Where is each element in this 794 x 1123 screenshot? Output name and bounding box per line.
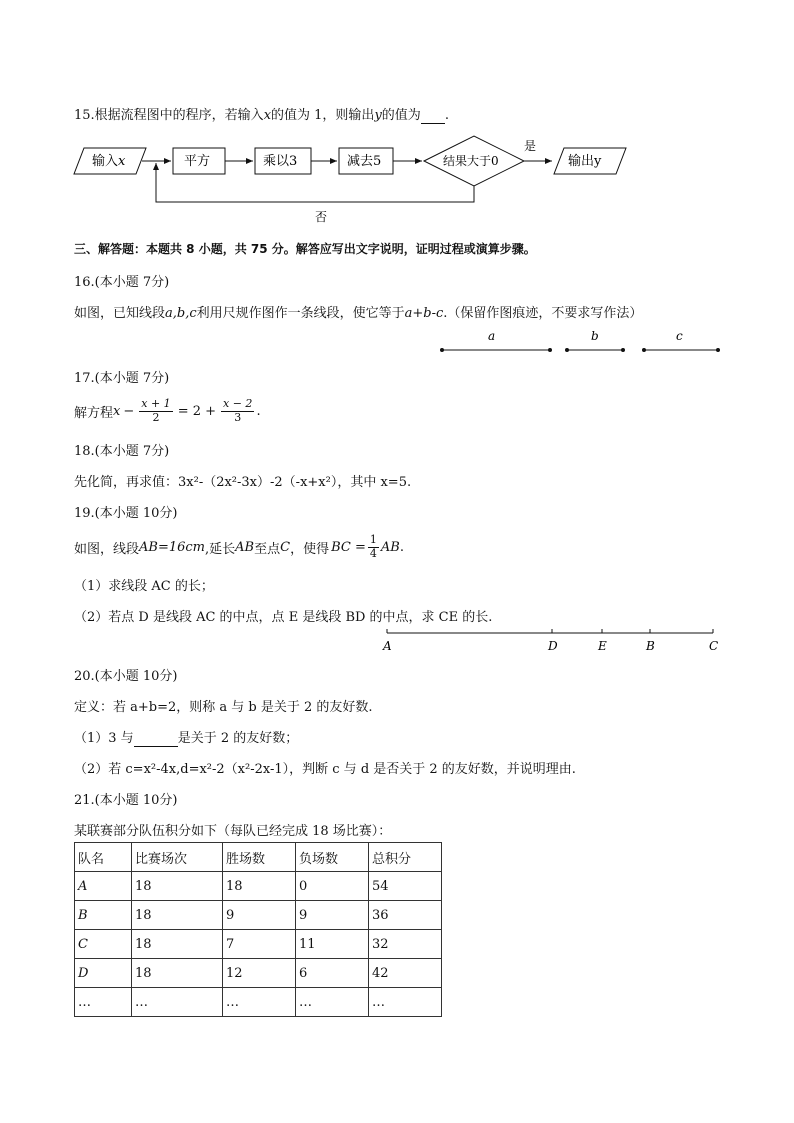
flow-input-label: 输入x [92, 154, 126, 169]
q15-prefix: 15.根据流程图中的程序，若输入 [74, 108, 264, 123]
q18-text: 先化简，再求值：3x²-（2x²-3x）-2（-x+x²），其中 x=5. [74, 475, 412, 490]
q16-segments [436, 324, 726, 358]
table-cell: 18 [132, 872, 223, 901]
q17-end: . [256, 403, 261, 419]
q20-definition: 定义：若 a+b=2，则称 a 与 b 是关于 2 的友好数. [74, 700, 373, 715]
q19-text [74, 530, 404, 564]
table-cell: 18 [132, 930, 223, 959]
table-cell: 54 [369, 872, 442, 901]
table-row [75, 930, 442, 959]
segment-a-label: a [488, 329, 496, 343]
table-cell: … [132, 988, 223, 1017]
q16-text [74, 302, 642, 321]
table-row [75, 872, 442, 901]
table-cell: 7 [223, 930, 296, 959]
segment-c-label: c [676, 329, 683, 343]
table-cell: 36 [369, 901, 442, 930]
table-cell: D [75, 959, 132, 988]
table-cell: 18 [132, 959, 223, 988]
q19-text-d: ，使得 [290, 541, 330, 557]
q16-vars: a,b,c [165, 306, 197, 321]
table-header-cell: 总积分 [369, 843, 442, 872]
flow-step-subtract-label: 减去5 [347, 154, 382, 169]
answer-blank [421, 108, 445, 124]
q21-intro: 某联赛部分队伍积分如下（每队已经完成 18 场比赛）： [74, 824, 392, 839]
table-header-cell: 负场数 [296, 843, 369, 872]
table-cell: 12 [223, 959, 296, 988]
q19-text-a: 如图，线段 [74, 541, 140, 557]
q17-lead: 解方程 [74, 405, 114, 421]
table-cell: 18 [223, 872, 296, 901]
flow-step-square-label: 平方 [184, 154, 211, 169]
q16-text-a: 如图，已知线段 [74, 306, 166, 321]
flow-yes-label: 是 [524, 139, 537, 153]
flow-output-label: 输出y [568, 154, 602, 169]
flow-decision-label: 结果大于0 [443, 154, 499, 168]
q19-c: C [280, 539, 291, 555]
table-cell: … [75, 988, 132, 1017]
q20-part1-a: （1）3 与 [74, 731, 134, 746]
q15-var-x: x [263, 108, 272, 123]
table-row [75, 901, 442, 930]
q19-text-c: 至点 [254, 541, 281, 557]
table-row [75, 988, 442, 1017]
table-cell: 6 [296, 959, 369, 988]
q18-header: 18.(本小题 7分) [74, 444, 170, 459]
table-header-cell: 胜场数 [223, 843, 296, 872]
q17-eq: = 2 + [177, 403, 217, 419]
point-e-label: E [598, 639, 607, 653]
answer-blank [134, 731, 178, 747]
point-c-label: C [709, 639, 719, 653]
q20-header: 20.(本小题 10分) [74, 669, 178, 684]
q15-mid: 的值为 1，则输出 [271, 108, 375, 123]
table-cell: 18 [132, 901, 223, 930]
table-cell: 9 [223, 901, 296, 930]
q16-expr: a+b-c [404, 306, 444, 321]
flow-step-multiply-label: 乘以3 [263, 154, 298, 169]
q19-end: . [399, 539, 404, 555]
table-cell: B [75, 901, 132, 930]
flowchart [70, 134, 640, 230]
table-cell: A [75, 872, 132, 901]
q20-part2: （2）若 c=x²-4x,d=x²-2（x²-2x-1），判断 c 与 d 是否关于 2 的友好数，并说明理由. [74, 762, 576, 777]
segment-b-label: b [591, 329, 599, 343]
q19-bc-rhs: AB [380, 539, 400, 555]
q16-header: 16.(本小题 7分) [74, 275, 170, 290]
q19-line-diagram [380, 624, 720, 656]
table-header-cell: 队名 [75, 843, 132, 872]
table-cell: … [296, 988, 369, 1017]
point-b-label: B [646, 639, 655, 653]
q17-equation [74, 394, 261, 428]
section-3-title: 三、解答题：本题共 8 小题，共 75 分。解答应写出文字说明，证明过程或演算步骤。 [74, 242, 536, 256]
q19-header: 19.(本小题 10分) [74, 506, 178, 521]
q17-fraction-1: $\frac{x + 1}{2}$ [141, 397, 171, 424]
table-cell: … [223, 988, 296, 1017]
table-cell: C [75, 930, 132, 959]
q19-text-b: ,延长 [205, 541, 236, 557]
table-cell: 42 [369, 959, 442, 988]
table-cell: 9 [296, 901, 369, 930]
table-cell: … [369, 988, 442, 1017]
table-cell: 32 [369, 930, 442, 959]
q19-part1: （1）求线段 AC 的长； [74, 579, 214, 594]
table-cell: 0 [296, 872, 369, 901]
q16-text-b: 利用尺规作图作一条线段，使它等于 [196, 306, 405, 321]
table-row [75, 959, 442, 988]
table-header-row [75, 843, 442, 872]
q15-var-y: y [374, 108, 382, 123]
q19-ab2: AB [235, 539, 255, 555]
point-d-label: D [548, 639, 558, 653]
q15-end: . [444, 108, 449, 123]
q19-bc-lhs: BC = [331, 539, 366, 555]
q21-header: 21.(本小题 10分) [74, 793, 178, 808]
table-header-cell: 比赛场次 [132, 843, 223, 872]
q19-ab: AB=16cm [139, 539, 205, 555]
flow-no-label: 否 [315, 210, 328, 224]
q19-fraction: $\frac{1}{4}$ [369, 533, 377, 560]
q17-minus: − [123, 403, 135, 419]
q19-part2: （2）若点 D 是线段 AC 的中点，点 E 是线段 BD 的中点，求 CE 的长. [74, 610, 493, 625]
question-15 [74, 104, 449, 124]
standings-table [74, 842, 442, 1017]
q20-part1-b: 是关于 2 的友好数； [177, 731, 299, 746]
table-cell: 11 [296, 930, 369, 959]
q17-var-x: x [113, 403, 121, 419]
q17-fraction-2: $\frac{x - 2}{3}$ [223, 397, 253, 424]
q15-suffix: 的值为 [381, 108, 421, 123]
point-a-label: A [383, 639, 392, 653]
q20-part1 [74, 727, 298, 747]
q17-header: 17.(本小题 7分) [74, 371, 170, 386]
q16-text-c: .（保留作图痕迹，不要求写作法） [443, 306, 643, 321]
